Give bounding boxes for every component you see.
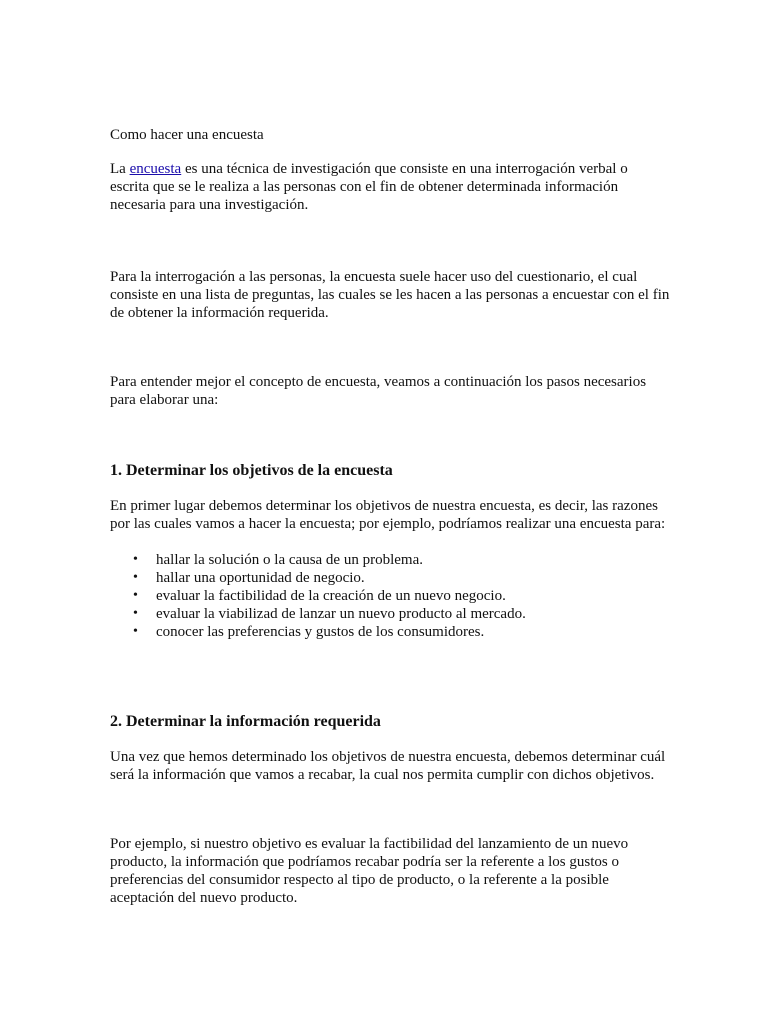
list-item — [133, 605, 670, 623]
list-item-text: conocer las preferencias y gustos de los consumidores. — [156, 624, 485, 640]
bullet-icon: • — [133, 552, 138, 567]
list-item — [133, 587, 670, 605]
paragraph-cuestionario: Para la interrogación a las personas, la encuesta suele hacer uso del cuestionario, el cual consiste en una lista de preguntas, las cuales se les hacen a las personas a encuestar con el fin de obtener la información requerida. — [110, 269, 670, 321]
bullet-icon: • — [133, 570, 138, 585]
section-1-heading: 1. Determinar los objetivos de la encuesta — [110, 462, 393, 479]
bullet-icon: • — [133, 588, 138, 603]
bullet-icon: • — [133, 606, 138, 621]
bullet-icon: • — [133, 624, 138, 639]
section-1-text: En primer lugar debemos determinar los objetivos de nuestra encuesta, es decir, las razones por las cuales vamos a hacer la encuesta; por ejemplo, podríamos realizar una encuesta para: — [110, 498, 666, 532]
paragraph-pasos: Para entender mejor el concepto de encuesta, veamos a continuación los pasos necesarios para elaborar una: — [110, 374, 647, 408]
section-2-text: Una vez que hemos determinado los objetivos de nuestra encuesta, debemos determinar cuál será la información que vamos a recabar, la cual nos permita cumplir con dichos objetivos. — [110, 749, 666, 783]
list-item — [133, 623, 670, 641]
encuesta-link[interactable]: encuesta — [129, 161, 182, 177]
list-item-text: evaluar la factibilidad de la creación de un nuevo negocio. — [156, 588, 506, 604]
paragraph-intro-prefix: La — [110, 161, 130, 177]
list-item — [133, 569, 670, 587]
list-item-text: hallar una oportunidad de negocio. — [156, 570, 365, 586]
section-2-heading: 2. Determinar la información requerida — [110, 713, 381, 730]
list-item-text: hallar la solución o la causa de un problema. — [156, 552, 423, 568]
objectives-list — [110, 551, 670, 641]
list-item-text: evaluar la viabilizad de lanzar un nuevo producto al mercado. — [156, 606, 526, 622]
paragraph-intro — [110, 160, 670, 214]
document-page — [110, 126, 670, 907]
paragraph-intro-suffix: es una técnica de investigación que consiste en una interrogación verbal o escrita que se le realiza a las personas con el fin de obtener determinada información necesaria para una investigación. — [110, 161, 628, 213]
document-intro-title: Como hacer una encuesta — [110, 127, 264, 143]
section-2-example: Por ejemplo, si nuestro objetivo es evaluar la factibilidad del lanzamiento de un nuevo producto, la información que podríamos recabar podría ser la referente a los gustos o preferencias del consumidor respecto al tipo de producto, o la referente a la posible aceptación del nuevo producto. — [110, 836, 629, 906]
list-item — [133, 551, 670, 569]
